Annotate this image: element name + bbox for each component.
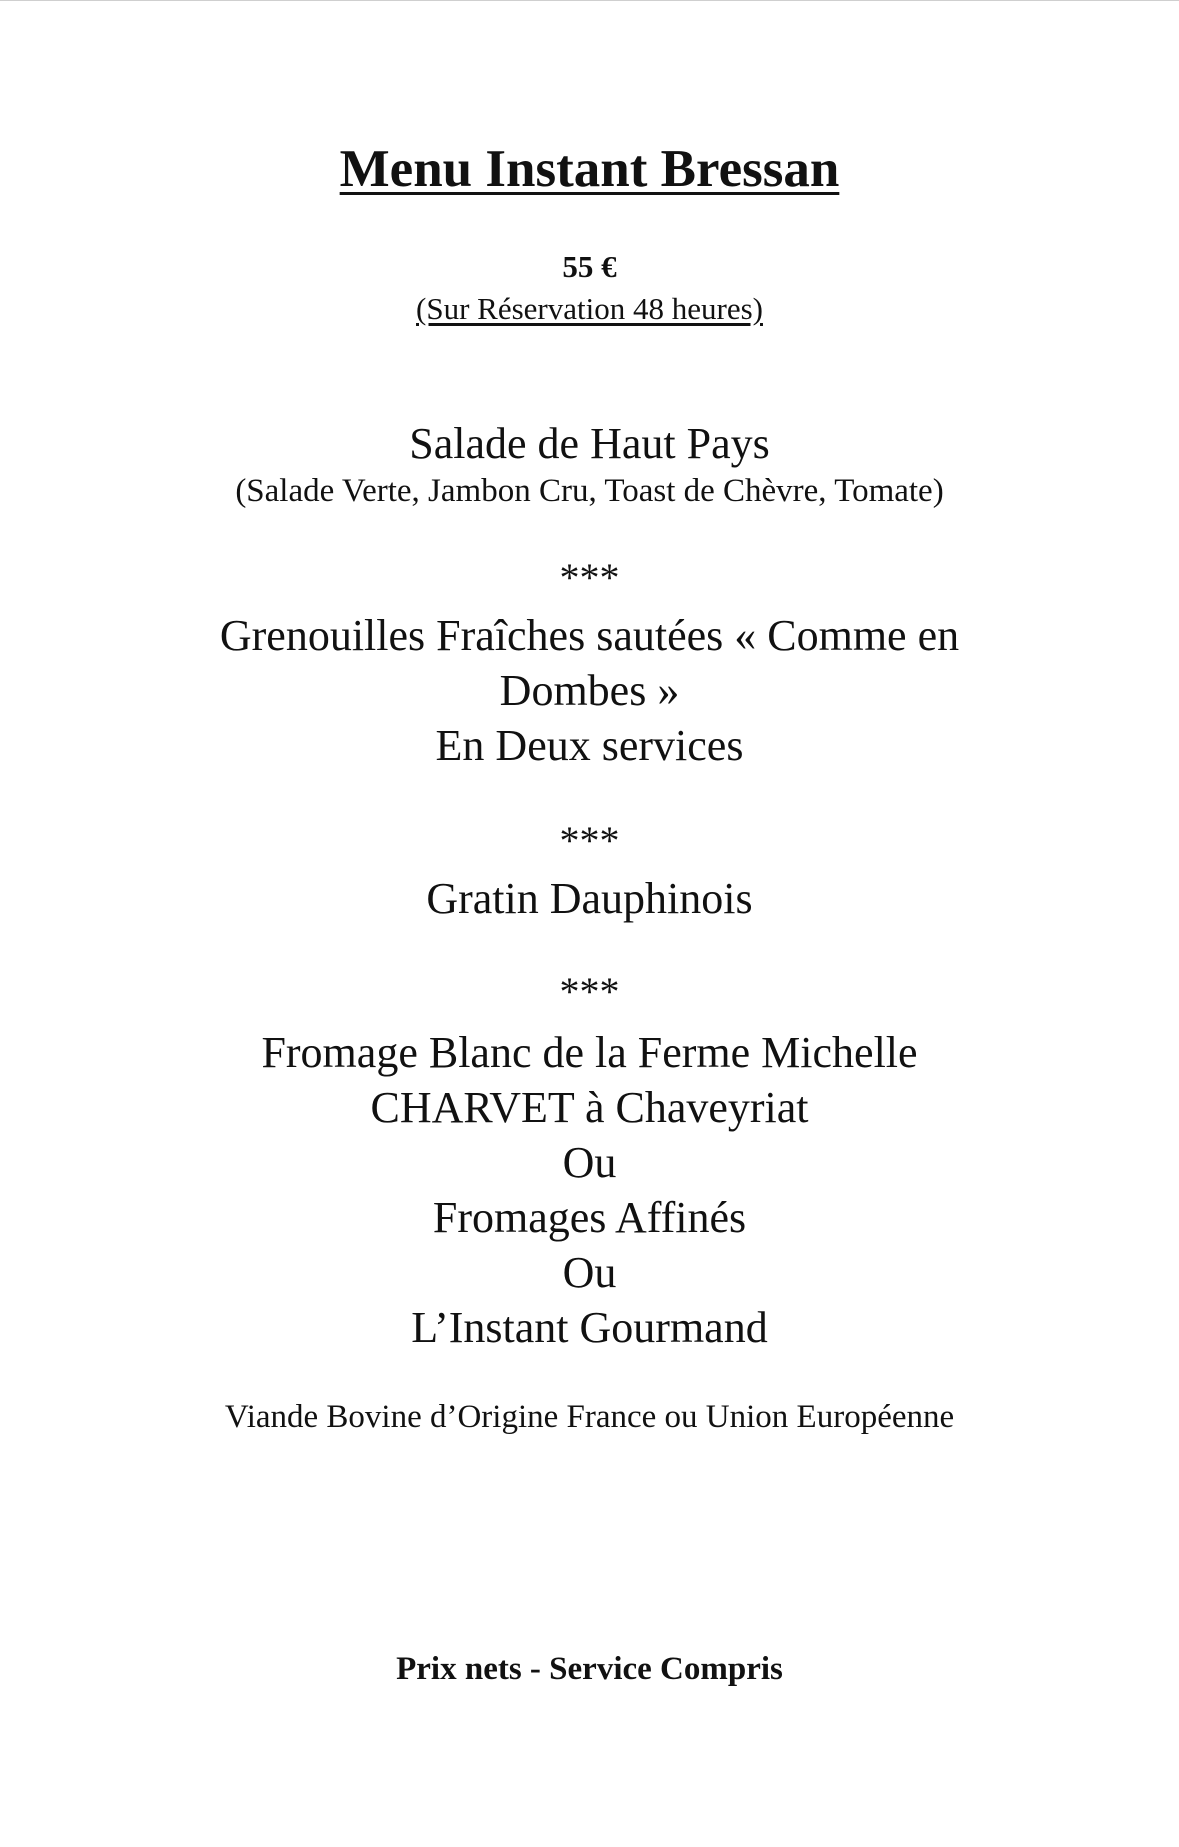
menu-title: Menu Instant Bressan [339,140,840,198]
course-3-name: Gratin Dauphinois [426,874,753,923]
course-4 [0,1025,1179,1355]
course-2-line-3: En Deux services [435,721,744,770]
reservation-note: (Sur Réservation 48 heures) [416,291,763,326]
course-4-line-6: L’Instant Gourmand [411,1303,768,1352]
separator-3: *** [559,969,620,1014]
course-4-line-2: CHARVET à Chaveyriat [370,1083,809,1132]
course-4-line-5: Ou [562,1248,617,1297]
course-1-detail: (Salade Verte, Jambon Cru, Toast de Chèvre, Tomate) [235,473,944,509]
separator-2: *** [559,818,620,863]
course-2-line-1: Grenouilles Fraîches sautées « Comme en [219,611,960,660]
course-4-line-4: Fromages Affinés [432,1193,747,1242]
footer-prices: Prix nets - Service Compris [396,1651,783,1687]
course-1-name: Salade de Haut Pays [409,419,770,468]
course-2 [0,608,1179,773]
separator-1: *** [559,555,620,600]
course-4-line-3: Ou [562,1138,617,1187]
menu-price: 55 € [562,249,617,284]
course-2-line-2: Dombes » [499,666,680,715]
origin-note: Viande Bovine d’Origine France ou Union Européenne [224,1399,955,1435]
course-4-line-1: Fromage Blanc de la Ferme Michelle [261,1028,918,1077]
